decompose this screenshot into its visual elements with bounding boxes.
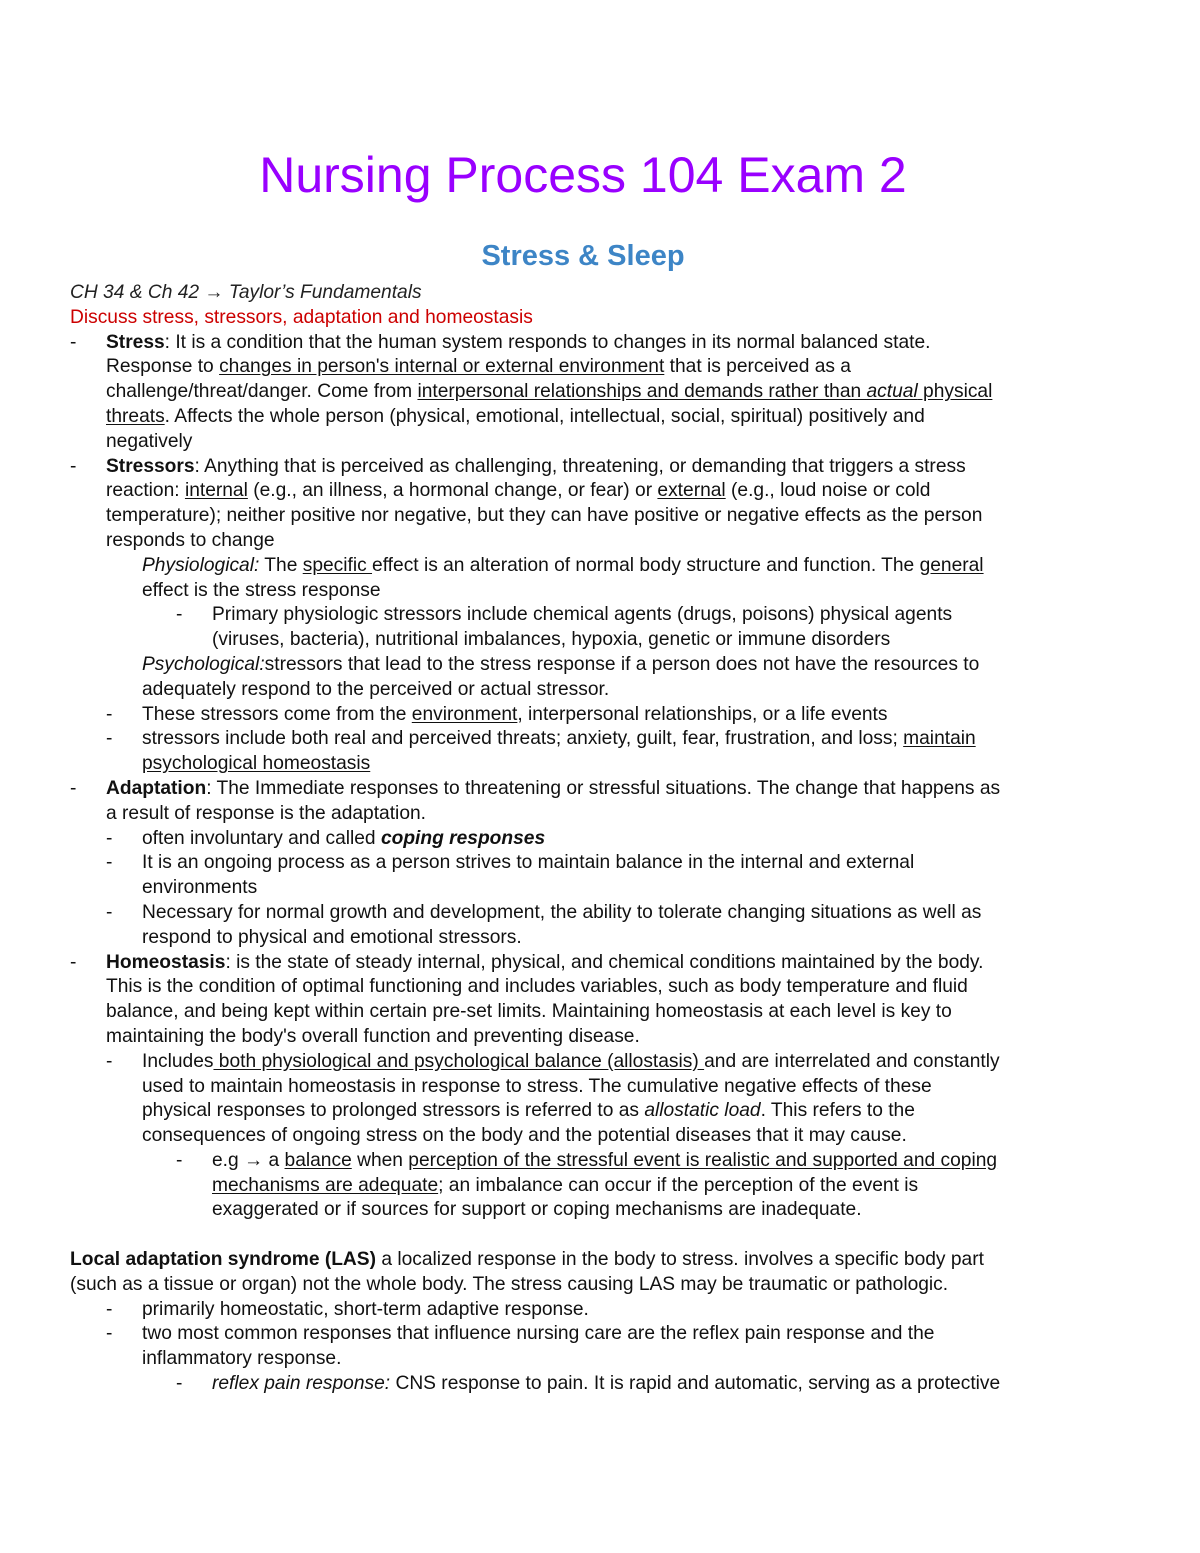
- text-line: [70, 405, 1130, 430]
- text-line: [70, 355, 1130, 380]
- text: : The Immediate responses to threatening or stressful situations. The change that happens as: [206, 777, 1001, 799]
- underlined-text: balance: [284, 1149, 352, 1171]
- list-item: [70, 1322, 1130, 1347]
- underlined-text: both physiological and psychological balance (allostasis): [213, 1050, 705, 1072]
- text-line: [70, 1099, 1130, 1124]
- text-line: maintaining the body's overall function and preventing disease.: [106, 1025, 640, 1047]
- italic-label: Physiological:: [142, 554, 260, 576]
- text-line: [70, 380, 1130, 405]
- list-item: [70, 827, 1130, 852]
- bullet-dash: -: [176, 604, 183, 626]
- text: and are interrelated and constantly: [704, 1050, 1000, 1072]
- text: challenge/threat/danger. Come from: [106, 381, 418, 403]
- objective-line: Discuss stress, stressors, adaptation and homeostasis: [70, 306, 533, 328]
- text: Necessary for normal growth and development, the ability to tolerate changing situations as well as: [142, 901, 982, 923]
- text: physical: [917, 381, 993, 403]
- text: physical responses to prolonged stressors is referred to as: [142, 1100, 645, 1122]
- text: : is the state of steady internal, physical, and chemical conditions maintained by the body.: [225, 951, 984, 973]
- text: that is perceived as a: [664, 356, 851, 378]
- text-line: [70, 1174, 1130, 1199]
- bullet-dash: -: [106, 703, 113, 725]
- list-item: [70, 851, 1130, 876]
- text: e.g → a: [212, 1149, 285, 1171]
- term-las: Local adaptation syndrome (LAS): [70, 1249, 376, 1271]
- text-line: respond to physical and emotional stressors.: [142, 926, 522, 948]
- las-paragraph-line: [70, 1248, 1130, 1273]
- term-homeostasis: Homeostasis: [106, 951, 226, 973]
- page-title: Nursing Process 104 Exam 2: [259, 147, 907, 203]
- underlined-text: general: [919, 554, 984, 576]
- text-line: exaggerated or if sources for support or coping mechanisms are inadequate.: [212, 1199, 862, 1221]
- text: (e.g., loud noise or cold: [725, 480, 931, 502]
- text-line: [70, 653, 1130, 678]
- list-item-adaptation: [70, 777, 1130, 802]
- list-item: [70, 727, 1130, 752]
- list-item-stress: [70, 331, 1130, 356]
- text-line: [70, 752, 1130, 777]
- text: . Affects the whole person (physical, emotional, intellectual, social, spiritual) positively and: [164, 405, 925, 427]
- underlined-text: external: [657, 480, 726, 502]
- text-line: adequately respond to the perceived or actual stressor.: [142, 678, 610, 700]
- text-line: inflammatory response.: [142, 1348, 342, 1370]
- underlined-text: psychological homeostasis: [142, 753, 371, 775]
- list-item-homeostasis: [70, 951, 1130, 976]
- text: These stressors come from the: [142, 703, 412, 725]
- term-adaptation: Adaptation: [106, 777, 207, 799]
- bullet-dash: -: [70, 777, 77, 799]
- text: (e.g., an illness, a hormonal change, or fear) or: [247, 480, 658, 502]
- text: It is an ongoing process as a person strives to maintain balance in the internal and external: [142, 852, 915, 874]
- underlined-text: perception of the stressful event is realistic and supported and coping: [408, 1149, 998, 1171]
- text-line: (such as a tissue or organ) not the whole body. The stress causing LAS may be traumatic or pathologic.: [70, 1273, 949, 1295]
- text: stressors include both real and perceived threats; anxiety, guilt, fear, frustration, and loss;: [142, 728, 904, 750]
- text: when: [351, 1149, 409, 1171]
- bullet-dash: -: [176, 1373, 183, 1395]
- section-heading: Stress & Sleep: [481, 240, 685, 272]
- text-line: a result of response is the adaptation.: [106, 802, 426, 824]
- text: Includes: [142, 1050, 214, 1072]
- list-item: [70, 1298, 1130, 1323]
- list-item: [70, 1372, 1130, 1397]
- text-line: (viruses, bacteria), nutritional imbalances, hypoxia, genetic or immune disorders: [212, 629, 891, 651]
- text-line: consequences of ongoing stress on the body and the potential diseases that it may cause.: [142, 1125, 907, 1147]
- text: The: [259, 554, 303, 576]
- underlined-text: mechanisms are adequate: [212, 1174, 439, 1196]
- text: effect is an alteration of normal body structure and function. The: [372, 554, 920, 576]
- text: stressors that lead to the stress response if a person does not have the resources to: [264, 653, 980, 675]
- underlined-text: [417, 381, 992, 402]
- bullet-dash: -: [106, 852, 113, 874]
- list-item: [70, 1050, 1130, 1075]
- text: often involuntary and called: [142, 827, 381, 849]
- bold-italic-text: coping responses: [380, 827, 546, 849]
- bullet-dash: -: [106, 1050, 113, 1072]
- text-line: [70, 479, 1130, 504]
- text-line: effect is the stress response: [142, 579, 381, 601]
- text-line: [70, 554, 1130, 579]
- text: a localized response in the body to stress. involves a specific body part: [375, 1249, 984, 1271]
- text-line: This is the condition of optimal functioning and includes variables, such as body temperature and fluid: [106, 976, 968, 998]
- bullet-dash: -: [70, 951, 77, 973]
- bullet-dash: -: [106, 901, 113, 923]
- underlined-text: changes in person's internal or external environment: [219, 356, 665, 378]
- text: , interpersonal relationships, or a life events: [517, 703, 888, 725]
- bullet-dash: -: [70, 455, 77, 477]
- text: : Anything that is perceived as challenging, threatening, or demanding that triggers a stress: [194, 455, 966, 477]
- reference-line: CH 34 & Ch 42 → Taylor’s Fundamentals: [70, 282, 422, 303]
- text: reaction:: [106, 480, 185, 502]
- text-line: environments: [142, 877, 258, 899]
- list-item-stressors: [70, 455, 1130, 480]
- underlined-text: specific: [302, 554, 373, 576]
- list-item: [70, 901, 1130, 926]
- italic-label: Psychological:: [142, 653, 265, 675]
- text-line: responds to change: [106, 529, 275, 551]
- bullet-dash: -: [106, 1323, 113, 1345]
- underlined-text: threats: [106, 405, 165, 427]
- bullet-dash: -: [106, 728, 113, 750]
- text: . This refers to the: [760, 1100, 915, 1122]
- text: primarily homeostatic, short-term adaptive response.: [142, 1298, 589, 1320]
- bullet-dash: -: [106, 827, 113, 849]
- text-line: temperature); neither positive nor negative, but they can have positive or negative effects as the person: [106, 505, 983, 527]
- notes-body: [70, 281, 1130, 1397]
- text: ; an imbalance can occur if the perception of the event is: [438, 1174, 919, 1196]
- list-item: [70, 703, 1130, 728]
- underlined-text: environment: [411, 703, 518, 725]
- text-line: used to maintain homeostasis in response to stress. The cumulative negative effects of these: [142, 1075, 932, 1097]
- italic-text: allostatic load: [644, 1100, 761, 1122]
- text: : It is a condition that the human system responds to changes in its normal balanced state.: [164, 331, 931, 353]
- bullet-dash: -: [106, 1298, 113, 1320]
- list-item: [70, 603, 1130, 628]
- text: two most common responses that influence nursing care are the reflex pain response and the: [142, 1323, 935, 1345]
- underlined-text: internal: [184, 480, 248, 502]
- italic-label: reflex pain response:: [212, 1373, 391, 1395]
- paragraph-gap: [70, 1223, 1130, 1248]
- text-line: negatively: [106, 430, 193, 452]
- term-stress: Stress: [106, 331, 165, 353]
- list-item: [70, 1149, 1130, 1174]
- italic-text: actual: [866, 381, 918, 403]
- text-line: balance, and being kept within certain pre-set limits. Maintaining homeostasis at each level is key to: [106, 1001, 952, 1023]
- bullet-dash: -: [176, 1149, 183, 1171]
- text: Primary physiologic stressors include chemical agents (drugs, poisons) physical agents: [212, 604, 953, 626]
- text: interpersonal relationships and demands rather than: [417, 381, 867, 403]
- underlined-text: maintain: [903, 728, 976, 750]
- text: Response to: [106, 356, 220, 378]
- term-stressors: Stressors: [106, 455, 195, 477]
- text: CNS response to pain. It is rapid and automatic, serving as a protective: [390, 1373, 1001, 1395]
- bullet-dash: -: [70, 331, 77, 353]
